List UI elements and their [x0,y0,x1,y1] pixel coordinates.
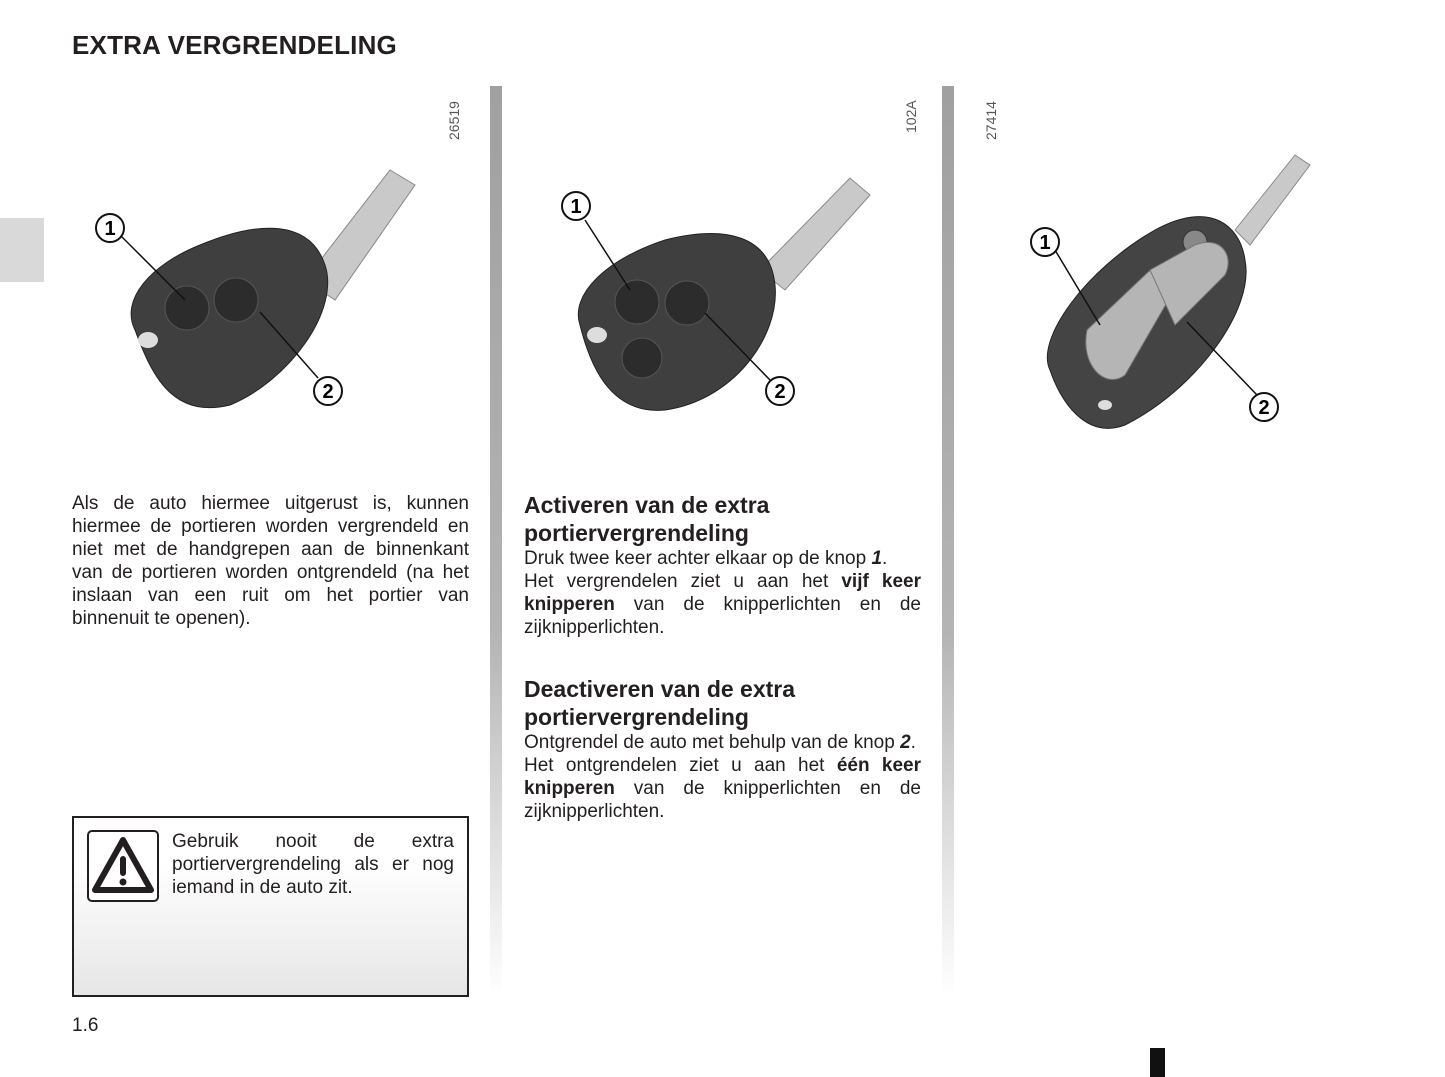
figure-code: 102A [903,100,919,133]
activate-heading: Activeren van de extra portiervergrendeling [524,492,770,546]
activate-section [524,491,921,639]
figure-code: 27414 [983,101,999,140]
callout-1: 1 [104,218,116,240]
deactivate-heading: Deactiveren van de extra portiervergrendeling [524,676,796,730]
key-fob-three-button-illustration [545,175,885,425]
key-fob-two-button-illustration [90,160,430,420]
text: van de knipperlichten en de zijknipperlichten. [524,778,921,822]
text: Ontgrendel de auto met behulp van de knop [524,732,901,753]
column-divider [942,86,954,996]
emphasis: vijf keer knipperen [524,571,921,615]
deactivate-paragraph-1 [524,731,921,754]
page-number: 1.6 [72,1015,99,1036]
flip-key-fob-illustration [1025,150,1325,440]
button-ref: 2 [900,732,911,753]
deactivate-section [524,675,921,823]
intro-paragraph: Als de auto hiermee uitgerust is, kunnen hiermee de portieren worden vergrendeld en niet met de handgrepen aan de binnenkant van de portieren worden ontgrendeld (na het inslaan van een ruit om het portier van binnenuit te openen). [72,493,469,629]
text: . [882,548,888,569]
button-ref: 1 [871,548,883,569]
column-divider [490,86,502,996]
callout-2: 2 [322,381,334,403]
page-title: EXTRA VERGRENDELING [72,30,397,60]
emphasis: één keer knipperen [524,755,921,799]
warning-box [72,816,469,997]
text: van de knipperlichten en de zijknipperlichten. [524,594,921,638]
deactivate-paragraph-2 [524,754,921,823]
callout-2: 2 [774,381,786,403]
text: . [910,732,916,753]
activate-paragraph-2 [524,570,921,639]
page-edge-marker [1150,1048,1165,1077]
activate-paragraph-1 [524,547,921,570]
text: Het ontgrendelen ziet u aan het [524,755,837,776]
callout-1: 1 [1039,232,1051,254]
section-tab [0,218,44,282]
warning-text: Gebruik nooit de extra portiervergrendeling als er nog iemand in de auto zit. [172,831,454,898]
text: Het vergrendelen ziet u aan het [524,571,842,592]
warning-triangle-icon [87,830,159,902]
figure-code: 26519 [446,101,462,140]
callout-2: 2 [1258,397,1270,419]
callout-1: 1 [570,196,582,218]
text: Druk twee keer achter elkaar op de knop [524,548,872,569]
